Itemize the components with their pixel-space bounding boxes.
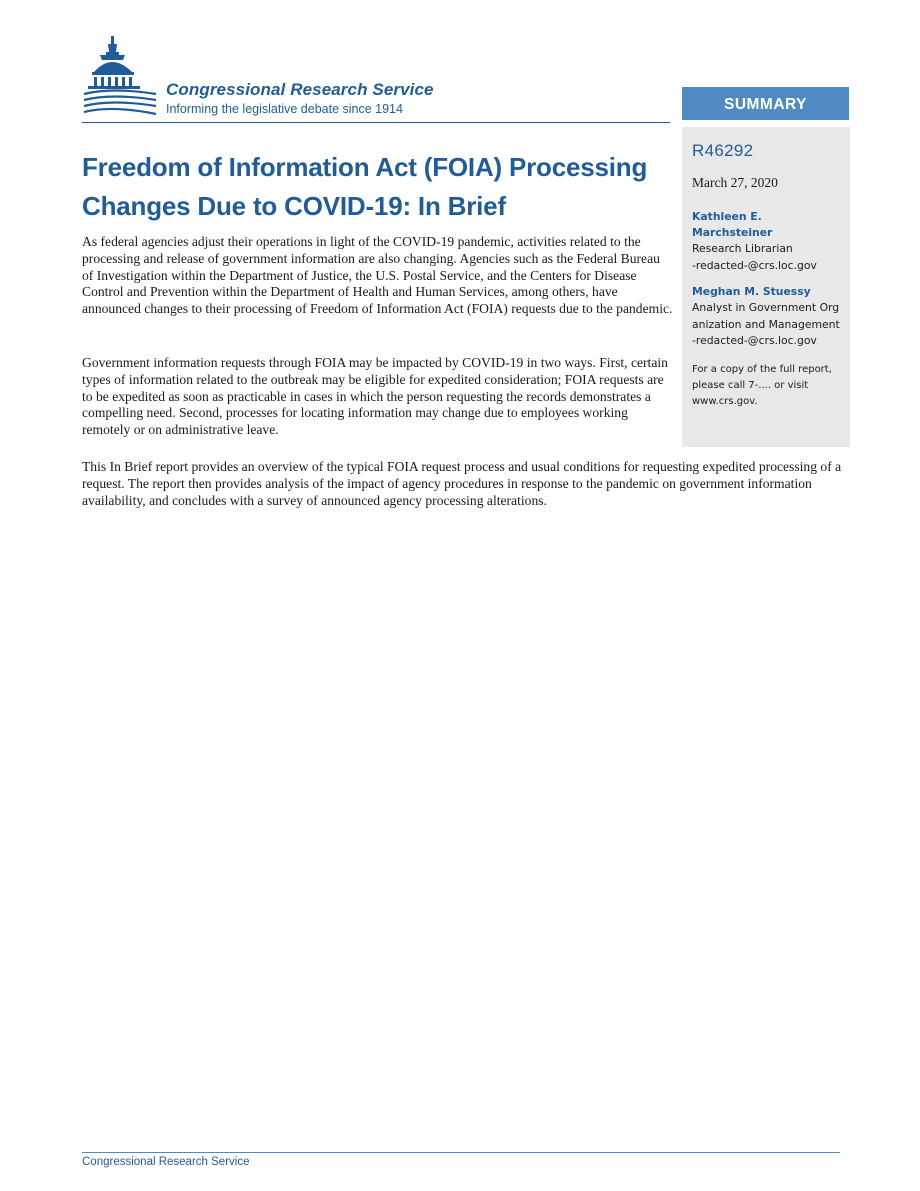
footer-divider (82, 1152, 840, 1153)
capitol-dome-icon (82, 34, 162, 122)
report-date: March 27, 2020 (692, 175, 778, 190)
summary-paragraph: Government information requests through FOIA may be impacted by COVID-19 in two ways. First, certain types of information related to the outbreak may be eligible for expedited consideration; FOIA requests are to be expedited as soon as practicable in cases in which the person requesting the records demonstrates a compelling need. Second, processes for locating information may change due to employees working remotely or on administrative leave. (82, 355, 668, 438)
author-email: -redacted-@crs.loc.gov (692, 258, 817, 272)
author-title: Research Librarian (692, 242, 793, 255)
page-title: Freedom of Information Act (FOIA) Processing Changes Due to COVID-19: In Brief (82, 152, 648, 221)
header-divider (82, 122, 670, 123)
author-name: Meghan M. Stuessy (692, 285, 811, 298)
author-email: -redacted-@crs.loc.gov (692, 334, 817, 347)
author-title: Analyst in Government Organization and Management (692, 301, 840, 331)
summary-tab: SUMMARY (682, 87, 849, 120)
summary-paragraph: As federal agencies adjust their operations in light of the COVID-19 pandemic, activities related to the processing and release of government information are also changing. Agencies such as the Federal Bureau of Investigation within the Department of Justice, the U.S. Postal Service, and the Centers for Disease Control and Prevention within the Department of Health and Human Services, among others, have announced changes to their processing of Freedom of Information Act (FOIA) requests due to the pandemic. (82, 234, 673, 317)
copy-note: For a copy of the full report, please call 7-.... or visit www.crs.gov. (692, 363, 832, 407)
summary-paragraph: This In Brief report provides an overview of the typical FOIA request process and usual conditions for requesting expedited processing of a request. The report then provides analysis of the impact of agency procedures in response to the pandemic on government information availability, and concludes with a survey of announced agency processing alterations. (82, 459, 842, 508)
org-name: Congressional Research Service (166, 80, 434, 99)
org-tagline: Informing the legislative debate since 1914 (166, 102, 403, 116)
report-number: R46292 (692, 141, 754, 160)
crs-logo (82, 34, 482, 124)
author-name: Kathleen E. Marchsteiner (692, 210, 773, 239)
footer-label: Congressional Research Service (82, 1156, 250, 1168)
summary-sidebar (682, 127, 850, 447)
